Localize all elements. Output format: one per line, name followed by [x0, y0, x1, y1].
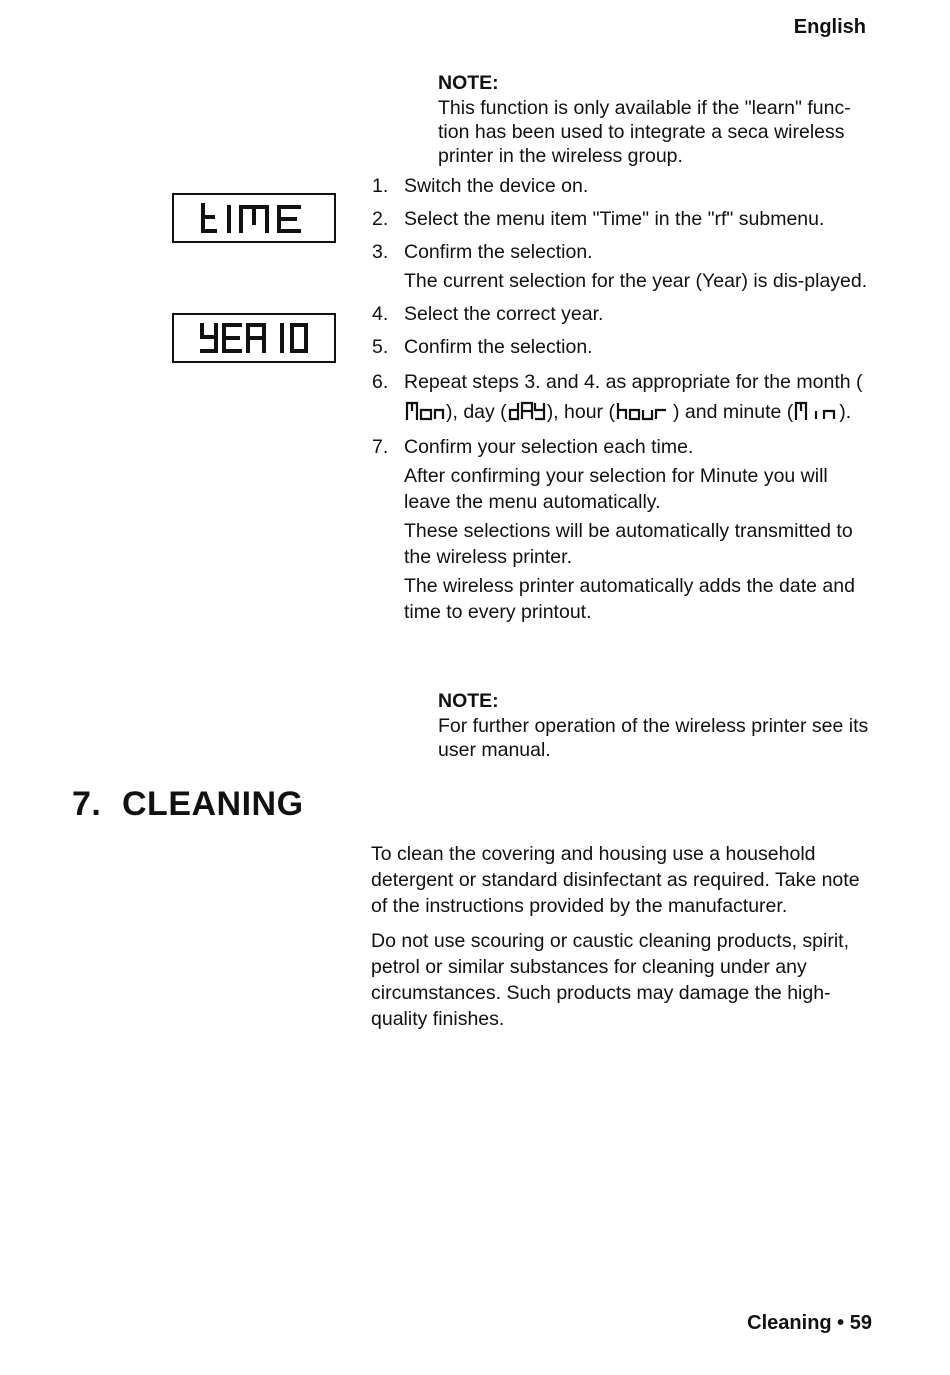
- step-number: 4.: [372, 303, 389, 325]
- step-number: 1.: [372, 175, 389, 197]
- step-text: Select the menu item "Time" in the "rf" submenu.: [404, 208, 825, 230]
- note-top: [438, 70, 878, 168]
- lcd-display-time: [172, 193, 336, 243]
- step-text: Confirm the selection.: [404, 336, 593, 358]
- step-number: 5.: [372, 336, 389, 358]
- step-number: 3.: [372, 241, 389, 263]
- step-text: Switch the device on.: [404, 175, 589, 197]
- step-5: [370, 334, 870, 360]
- lcd-min-icon: [794, 401, 838, 421]
- step-text: ), day (: [446, 401, 507, 423]
- note-top-label: NOTE:: [438, 72, 499, 94]
- step-text: ), hour (: [546, 401, 615, 423]
- step-number: 6.: [372, 371, 389, 393]
- step-subtext: The wireless printer automatically adds the date and time to every printout.: [404, 575, 855, 623]
- step-4: [370, 301, 870, 327]
- lcd-display-year: [172, 313, 336, 363]
- note-top-text: This function is only available if the "learn" func-tion has been used to integrate a seca wireless printer in the wireless group.: [438, 97, 851, 167]
- lcd-hour-icon: [616, 401, 672, 421]
- step-subtext: These selections will be automatically transmitted to the wireless printer.: [404, 520, 853, 568]
- lcd-time-glyphs: [199, 199, 309, 237]
- note-bottom-text: For further operation of the wireless printer see its user manual.: [438, 715, 869, 761]
- header-language: English: [793, 16, 866, 38]
- step-1: [370, 173, 870, 199]
- note-bottom: [438, 688, 878, 762]
- lcd-year-glyphs: [198, 319, 310, 357]
- note-bottom-label: NOTE:: [438, 690, 499, 712]
- step-text: Confirm your selection each time.: [404, 436, 694, 458]
- step-3: [370, 239, 870, 294]
- step-text: ).: [839, 401, 852, 423]
- step-text: Select the correct year.: [404, 303, 604, 325]
- cleaning-paragraph-2: Do not use scouring or caustic cleaning products, spirit, petrol or similar substances for cleaning under any circumstances. Such products may damage the high-quality finishes.: [371, 930, 849, 1030]
- cleaning-paragraph-1: To clean the covering and housing use a household detergent or standard disinfectant as required. Take note of the instructions provided by the manufacturer.: [371, 843, 860, 917]
- section-title: CLEANING: [122, 785, 304, 823]
- step-6: [370, 367, 870, 427]
- step-text: Repeat steps 3. and 4. as appropriate for the month (: [404, 371, 863, 393]
- section-heading: [72, 782, 304, 826]
- step-subtext: The current selection for the year (Year) is dis-played.: [404, 270, 868, 292]
- step-text: Confirm the selection.: [404, 241, 593, 263]
- step-subtext: After confirming your selection for Minute you will leave the menu automatically.: [404, 465, 828, 513]
- lcd-day-icon: [508, 401, 546, 421]
- steps-list: [370, 173, 870, 632]
- step-number: 7.: [372, 436, 389, 458]
- section-number: 7.: [72, 785, 102, 823]
- step-7: [370, 434, 870, 625]
- step-number: 2.: [372, 208, 389, 230]
- step-text: ) and minute (: [672, 401, 794, 423]
- page-footer: Cleaning • 59: [747, 1312, 872, 1334]
- step-2: [370, 206, 870, 232]
- lcd-mon-icon: [405, 401, 445, 421]
